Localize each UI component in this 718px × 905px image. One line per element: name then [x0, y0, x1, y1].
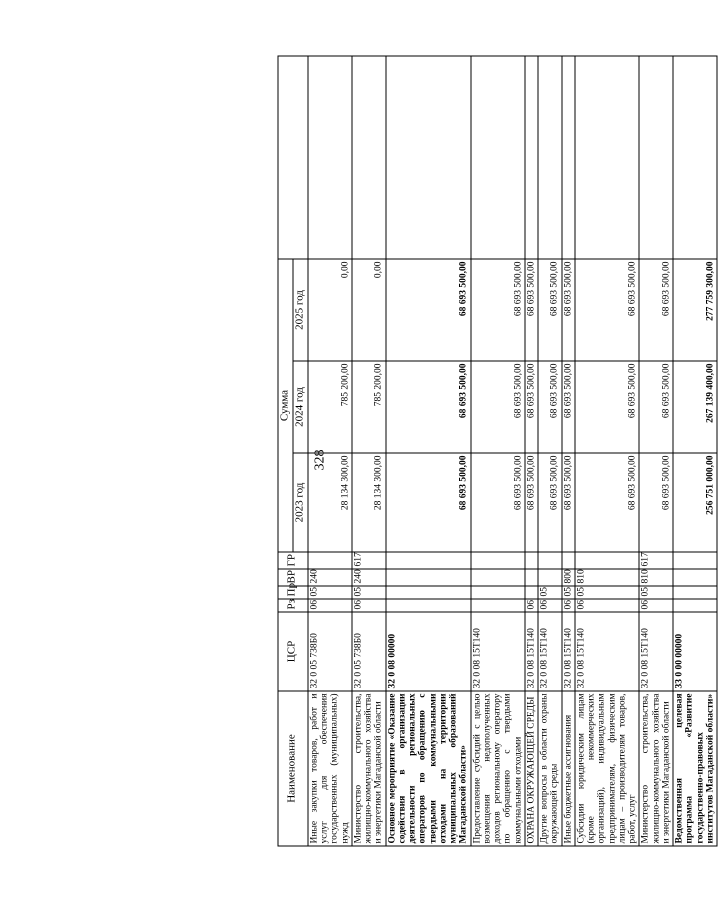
- table-cell-gr: [538, 552, 562, 569]
- header-2025: 2025 год: [293, 259, 308, 361]
- table-cell-2025: 68 693 500,00: [386, 259, 471, 361]
- table-body: [308, 56, 717, 846]
- table-cell-vr: 240: [352, 569, 386, 586]
- table-cell-2024: 785 200,00: [352, 361, 386, 453]
- table-cell-rz: [386, 599, 471, 612]
- table-cell-rz: 06: [352, 599, 386, 612]
- table-cell-rz: 06: [639, 599, 673, 612]
- table-cell-2023: 68 693 500,00: [562, 453, 575, 552]
- table-cell-gr: [575, 552, 640, 569]
- table-cell-gr: [525, 552, 538, 569]
- table-row: [386, 56, 471, 846]
- table-cell-pr: 05: [308, 586, 352, 599]
- table-cell-2025: 0,00: [308, 259, 352, 361]
- table-cell-2024: 68 693 500,00: [562, 361, 575, 453]
- page-number: 328: [312, 449, 327, 471]
- table-cell-2025: 68 693 500,00: [538, 259, 562, 361]
- table-cell-2025: 68 693 500,00: [471, 259, 525, 361]
- header-2023: 2023 год: [293, 453, 308, 552]
- table-cell-vr: [471, 569, 525, 586]
- table-cell-spacer: [673, 56, 717, 259]
- table-row: [538, 56, 562, 846]
- table-cell-vr: 800: [562, 569, 575, 586]
- table-cell-gr: [562, 552, 575, 569]
- table-cell-gr: 617: [639, 552, 673, 569]
- table-row: [308, 56, 352, 846]
- table-cell-spacer: [562, 56, 575, 259]
- table-cell-csr: 32 0 08 15Т140: [575, 612, 640, 691]
- table-cell-rz: 06: [575, 599, 640, 612]
- table-cell-pr: [386, 586, 471, 599]
- table-cell-2024: 68 693 500,00: [525, 361, 538, 453]
- table-cell-name: Предоставление субсидий с целью возмещения недополученных доходов региональному оператору по обращению с твердыми коммунальными отходами: [471, 691, 525, 846]
- header-pr: Пр: [278, 586, 308, 599]
- table-cell-vr: [538, 569, 562, 586]
- table-cell-pr: [471, 586, 525, 599]
- table-cell-2025: 68 693 500,00: [575, 259, 640, 361]
- header-2024: 2024 год: [293, 361, 308, 453]
- table-row: [639, 56, 673, 846]
- table-cell-csr: 32 0 05 738Б0: [352, 612, 386, 691]
- table-cell-rz: [471, 599, 525, 612]
- table-cell-gr: [386, 552, 471, 569]
- table-cell-pr: 05: [538, 586, 562, 599]
- table-cell-csr: 32 0 08 15Т140: [525, 612, 538, 691]
- table-cell-2025: 68 693 500,00: [525, 259, 538, 361]
- table-cell-pr: [525, 586, 538, 599]
- table-cell-vr: [525, 569, 538, 586]
- table-cell-2024: 68 693 500,00: [386, 361, 471, 453]
- table-cell-2023: 68 693 500,00: [471, 453, 525, 552]
- header-row-1: [278, 56, 293, 846]
- header-csr: ЦСР: [278, 612, 308, 691]
- table-cell-spacer: [308, 56, 352, 259]
- table-cell-spacer: [575, 56, 640, 259]
- table-cell-2023: 256 751 000,00: [673, 453, 717, 552]
- table-row: [673, 56, 717, 846]
- table-cell-2023: 68 693 500,00: [639, 453, 673, 552]
- table-cell-pr: 05: [575, 586, 640, 599]
- table-cell-name: Субсидии юридическим лицам (кроме некоммерческих организаций), индивидуальным предпринимателям, физическим лицам – производителям товаров, работ, услуг: [575, 691, 640, 846]
- table-cell-csr: 32 0 05 738Б0: [308, 612, 352, 691]
- table-cell-name: ОХРАНА ОКРУЖАЮЩЕЙ СРЕДЫ: [525, 691, 538, 846]
- table-cell-2023: 68 693 500,00: [386, 453, 471, 552]
- header-rz: Рз: [278, 599, 308, 612]
- table-cell-vr: 810: [639, 569, 673, 586]
- table-row: [575, 56, 640, 846]
- header-spacer: [278, 56, 308, 259]
- table-cell-rz: 06: [538, 599, 562, 612]
- table-cell-2023: 28 134 300,00: [308, 453, 352, 552]
- table-cell-2024: 68 693 500,00: [471, 361, 525, 453]
- table-cell-pr: 05: [352, 586, 386, 599]
- table-cell-gr: [673, 552, 717, 569]
- header-gr: ГР: [278, 552, 308, 569]
- table-cell-vr: 810: [575, 569, 640, 586]
- table-cell-spacer: [352, 56, 386, 259]
- table-cell-2024: 68 693 500,00: [538, 361, 562, 453]
- rotated-table-container: [278, 57, 716, 847]
- table-cell-rz: 06: [308, 599, 352, 612]
- table-cell-name: Министерство строительства, жилищно-коммунального хозяйства и энергетики Магаданской области: [639, 691, 673, 846]
- table-cell-name: Основное мероприятие «Оказание содействия в организации деятельности региональных операторов по обращению с твердыми коммунальными отходами на территории муниципальных образований Магаданской области»: [386, 691, 471, 846]
- table-cell-2023: 68 693 500,00: [525, 453, 538, 552]
- table-cell-spacer: [471, 56, 525, 259]
- table-cell-2025: 68 693 500,00: [639, 259, 673, 361]
- table-cell-spacer: [386, 56, 471, 259]
- header-name: Наименование: [278, 691, 308, 846]
- table-cell-name: Другие вопросы в области охраны окружающей среды: [538, 691, 562, 846]
- table-cell-vr: [386, 569, 471, 586]
- table-cell-vr: 240: [308, 569, 352, 586]
- table-cell-csr: 32 0 08 15Т140: [639, 612, 673, 691]
- table-cell-spacer: [525, 56, 538, 259]
- table-cell-pr: 05: [639, 586, 673, 599]
- table-cell-pr: [673, 586, 717, 599]
- table-cell-2025: 0,00: [352, 259, 386, 361]
- table-cell-csr: 32 0 08 15Т140: [471, 612, 525, 691]
- table-row: [471, 56, 525, 846]
- table-cell-name: Иные бюджетные ассигнования: [562, 691, 575, 846]
- header-sum: Сумма: [278, 259, 293, 552]
- table-row: [352, 56, 386, 846]
- header-vr: ВР: [278, 569, 308, 586]
- table-cell-gr: 617: [352, 552, 386, 569]
- table-cell-name: Иные закупки товаров, работ и услуг для обеспечения государственных (муниципальных) нужд: [308, 691, 352, 846]
- table-cell-2023: 68 693 500,00: [575, 453, 640, 552]
- table-cell-spacer: [639, 56, 673, 259]
- table-cell-2023: 68 693 500,00: [538, 453, 562, 552]
- table-cell-2025: 277 759 300,00: [673, 259, 717, 361]
- table-cell-name: Министерство строительства, жилищно-коммунального хозяйства и энергетики Магаданской области: [352, 691, 386, 846]
- table-cell-vr: [673, 569, 717, 586]
- table-cell-name: Ведомственная целевая программа «Развитие государственно-правовых институтов Магаданской области»: [673, 691, 717, 846]
- table-cell-rz: [673, 599, 717, 612]
- table-cell-rz: 06: [562, 599, 575, 612]
- table-cell-2024: 68 693 500,00: [639, 361, 673, 453]
- table-cell-rz: 06: [525, 599, 538, 612]
- table-cell-2025: 68 693 500,00: [562, 259, 575, 361]
- table-cell-csr: 32 0 08 15Т140: [538, 612, 562, 691]
- table-cell-2024: 785 200,00: [308, 361, 352, 453]
- table-row: [562, 56, 575, 846]
- table-cell-csr: 32 0 08 00000: [386, 612, 471, 691]
- table-cell-spacer: [538, 56, 562, 259]
- table-cell-gr: [308, 552, 352, 569]
- table-cell-pr: 05: [562, 586, 575, 599]
- table-cell-2024: 267 139 400,00: [673, 361, 717, 453]
- table-row: [525, 56, 538, 846]
- budget-table: [278, 55, 718, 846]
- table-cell-csr: 33 0 00 00000: [673, 612, 717, 691]
- table-cell-2023: 28 134 300,00: [352, 453, 386, 552]
- table-cell-csr: 32 0 08 15Т140: [562, 612, 575, 691]
- table-cell-2024: 68 693 500,00: [575, 361, 640, 453]
- table-cell-gr: [471, 552, 525, 569]
